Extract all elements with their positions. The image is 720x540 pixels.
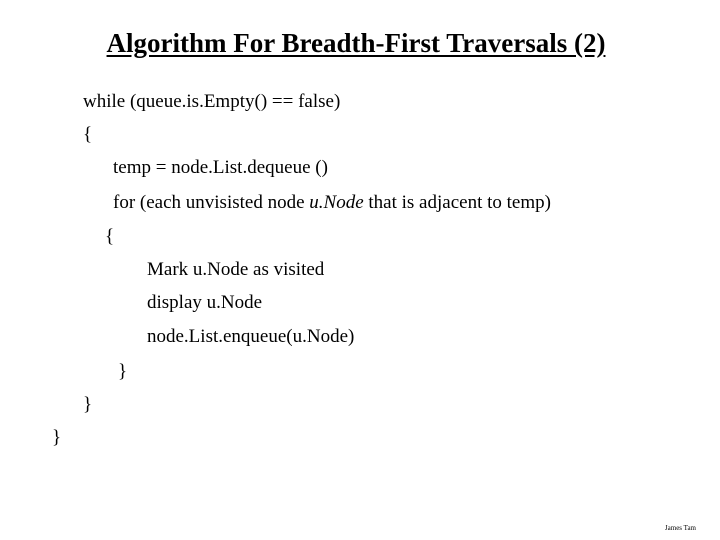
code-for-suffix: that is adjacent to temp) <box>363 192 551 213</box>
code-for-unode: u.Node <box>309 192 364 213</box>
author-footer: James Tam <box>664 524 696 532</box>
code-line-open-brace-outer: { <box>83 124 93 145</box>
code-line-open-brace-inner: { <box>105 226 115 247</box>
code-line-close-brace-outer: } <box>83 394 93 415</box>
code-line-display: display u.Node <box>147 292 263 313</box>
code-for-prefix: for (each unvisisted node <box>113 192 310 213</box>
code-line-for-loop <box>113 191 551 215</box>
code-line-dequeue: temp = node.List.dequeue () <box>113 157 328 178</box>
code-line-close-brace-final: } <box>52 427 62 448</box>
code-line-close-brace-inner: } <box>118 361 128 382</box>
code-line-enqueue: node.List.enqueue(u.Node) <box>147 326 355 347</box>
code-line-mark-visited: Mark u.Node as visited <box>147 259 325 280</box>
code-line-while: while (queue.is.Empty() == false) <box>83 91 341 112</box>
slide-title: Algorithm For Breadth-First Traversals (2) <box>106 28 606 58</box>
